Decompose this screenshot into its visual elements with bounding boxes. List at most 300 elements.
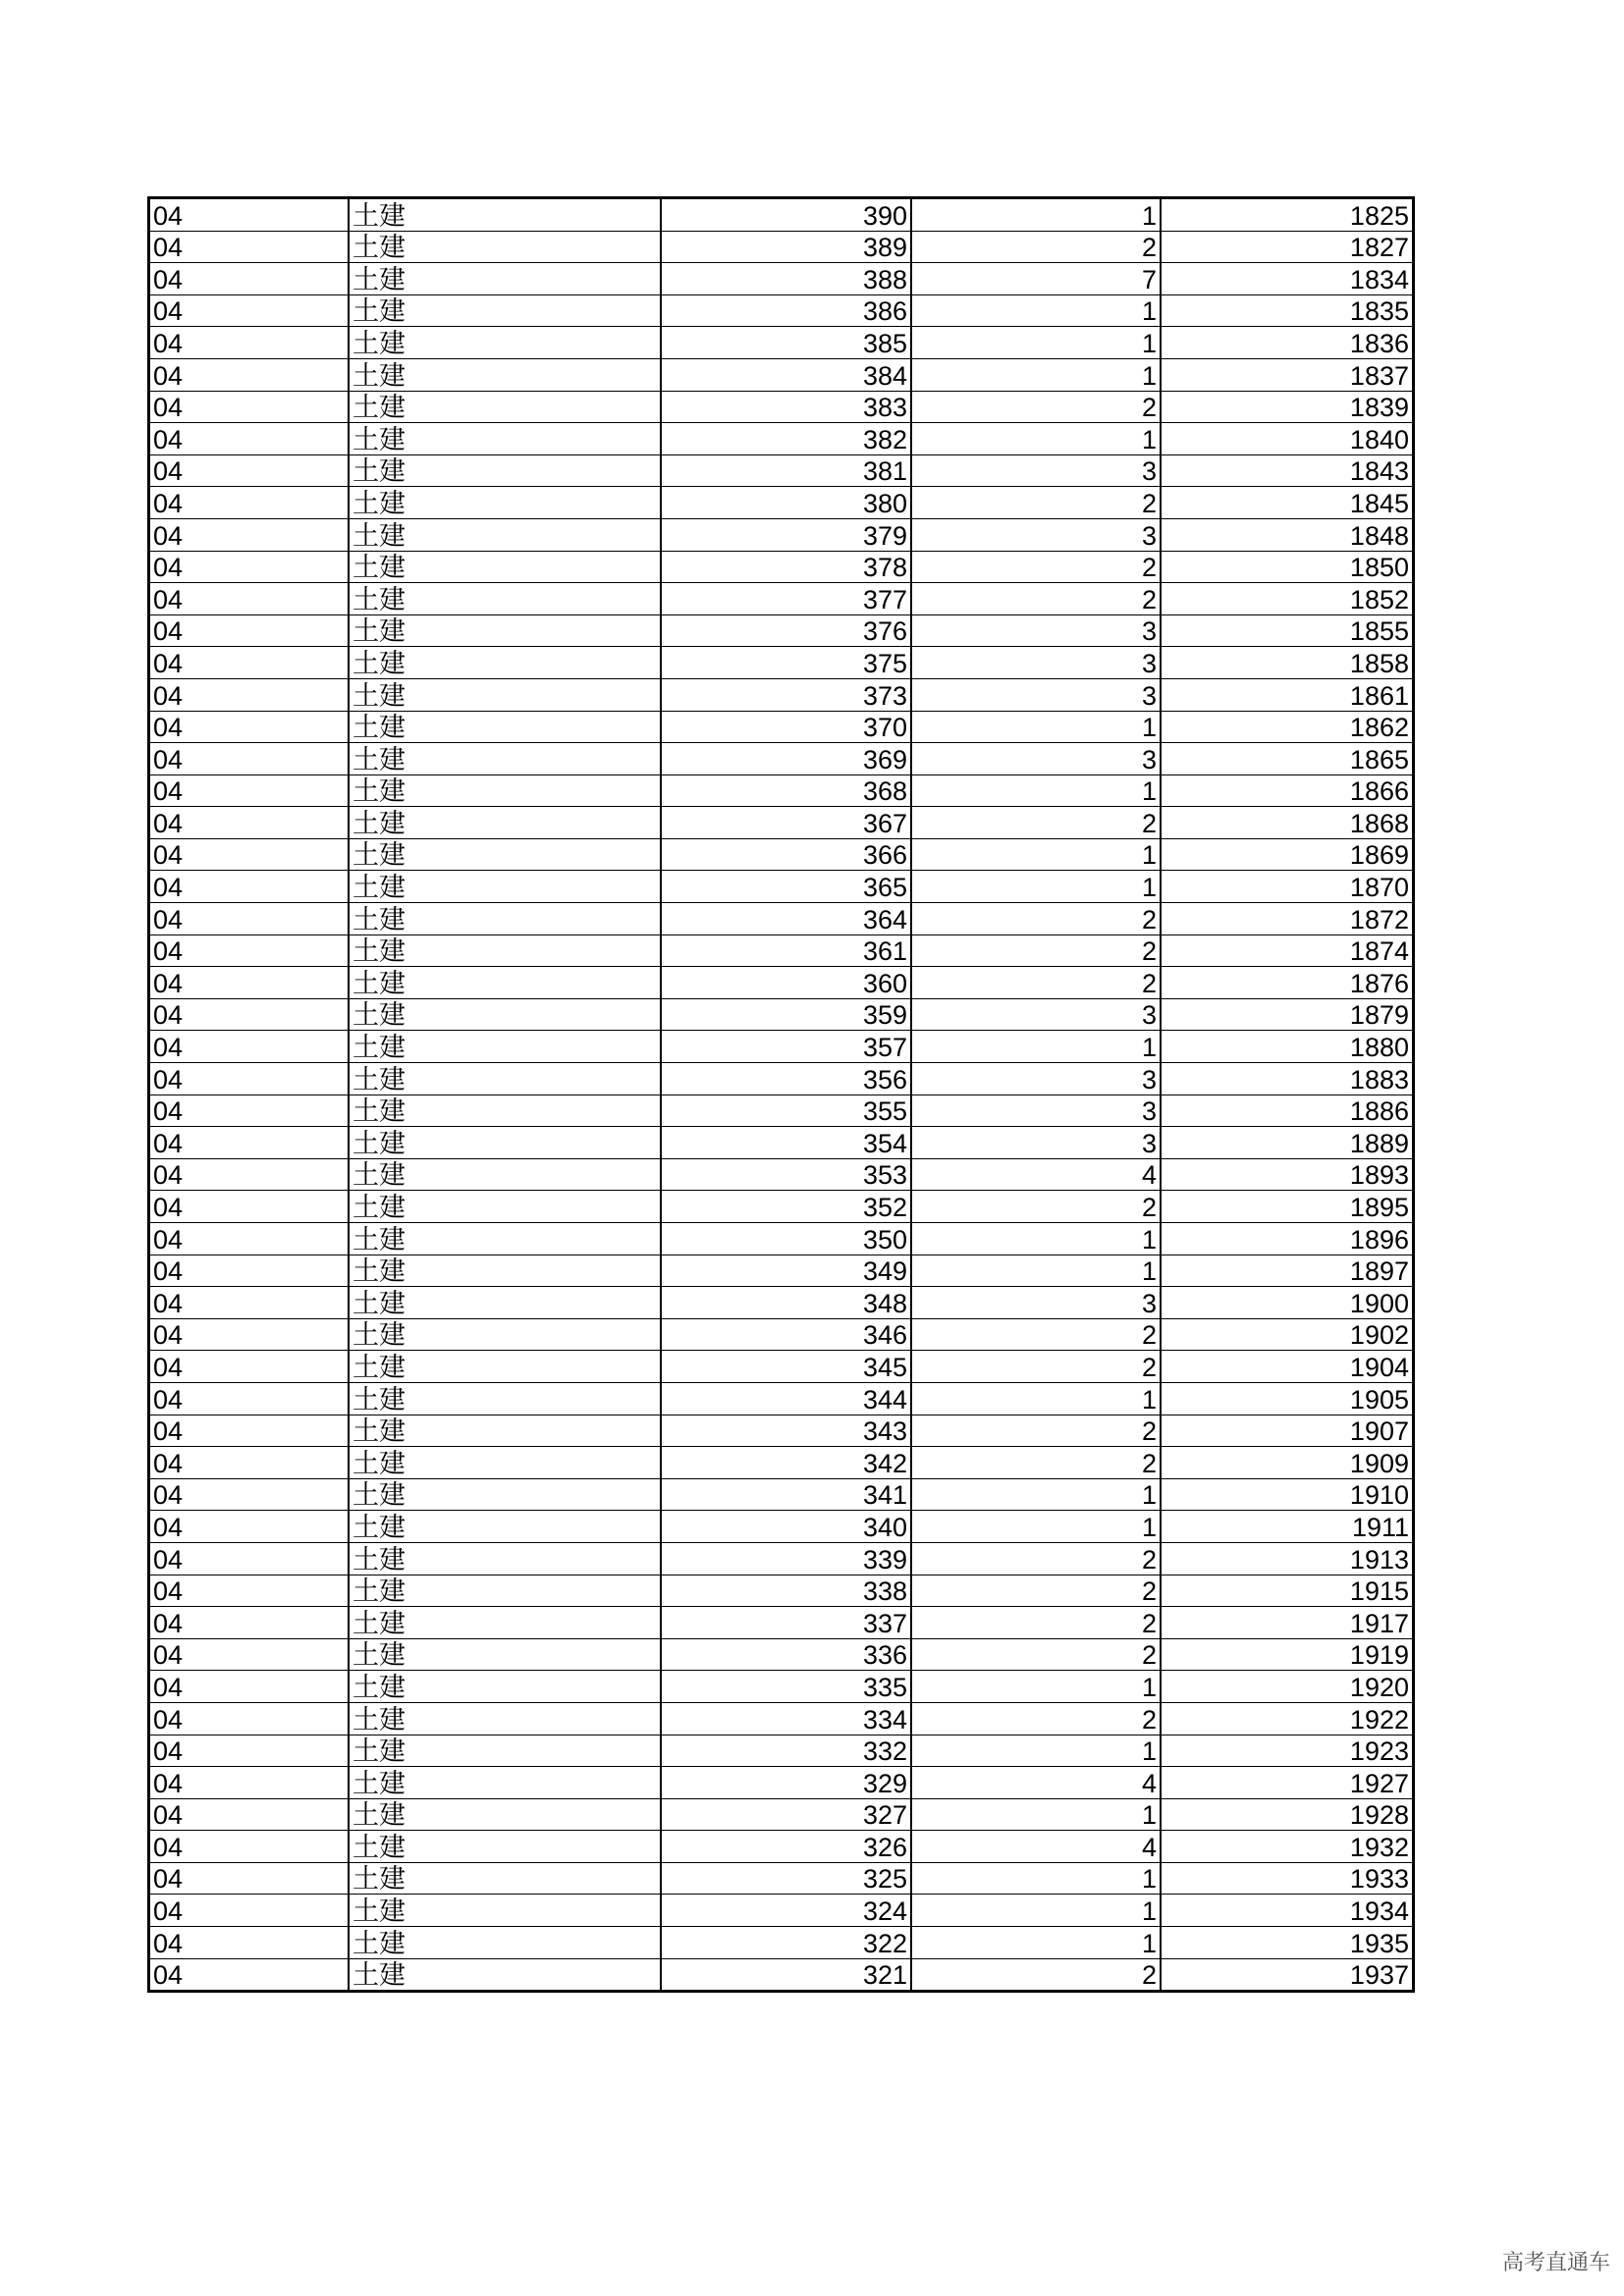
score-cell: 348 [661, 1287, 911, 1319]
count-cell: 1 [911, 1031, 1161, 1063]
score-cell: 352 [661, 1191, 911, 1223]
category-code-cell: 04 [149, 1158, 350, 1191]
score-cell: 364 [661, 903, 911, 935]
major-cell: 土建 [349, 807, 661, 839]
table-row [149, 1063, 1414, 1095]
count-cell: 1 [911, 1382, 1161, 1415]
category-code-cell: 04 [149, 1767, 350, 1799]
count-cell: 1 [911, 871, 1161, 903]
major-cell: 土建 [349, 518, 661, 551]
major-cell: 土建 [349, 1575, 661, 1607]
major-cell: 土建 [349, 294, 661, 327]
count-cell: 3 [911, 1063, 1161, 1095]
category-code-cell: 04 [149, 1702, 350, 1735]
major-cell: 土建 [349, 454, 661, 487]
count-cell: 2 [911, 1447, 1161, 1479]
score-cell: 376 [661, 614, 911, 647]
category-code-cell: 04 [149, 231, 350, 263]
count-cell: 2 [911, 391, 1161, 423]
score-cell: 321 [661, 1958, 911, 1992]
category-code-cell: 04 [149, 614, 350, 647]
cumulative-cell: 1850 [1161, 551, 1414, 583]
score-cell: 383 [661, 391, 911, 423]
cumulative-cell: 1920 [1161, 1671, 1414, 1703]
score-cell: 354 [661, 1127, 911, 1159]
cumulative-cell: 1848 [1161, 518, 1414, 551]
cumulative-cell: 1880 [1161, 1031, 1414, 1063]
score-cell: 384 [661, 358, 911, 391]
count-cell: 2 [911, 967, 1161, 999]
major-cell: 土建 [349, 1223, 661, 1255]
cumulative-cell: 1895 [1161, 1191, 1414, 1223]
count-cell: 1 [911, 1223, 1161, 1255]
major-cell: 土建 [349, 1927, 661, 1959]
score-cell: 353 [661, 1158, 911, 1191]
major-cell: 土建 [349, 487, 661, 519]
cumulative-cell: 1845 [1161, 487, 1414, 519]
score-cell: 373 [661, 678, 911, 711]
count-cell: 1 [911, 1735, 1161, 1767]
table-row [149, 1415, 1414, 1447]
table-row [149, 614, 1414, 647]
major-cell: 土建 [349, 678, 661, 711]
table-row [149, 263, 1414, 295]
score-cell: 357 [661, 1031, 911, 1063]
category-code-cell: 04 [149, 583, 350, 615]
category-code-cell: 04 [149, 518, 350, 551]
major-cell: 土建 [349, 1063, 661, 1095]
score-cell: 339 [661, 1542, 911, 1575]
major-cell: 土建 [349, 1191, 661, 1223]
table-body [149, 198, 1414, 1992]
table-row [149, 1255, 1414, 1287]
cumulative-cell: 1937 [1161, 1958, 1414, 1992]
count-cell: 3 [911, 743, 1161, 775]
category-code-cell: 04 [149, 1862, 350, 1895]
score-cell: 326 [661, 1831, 911, 1863]
count-cell: 1 [911, 1478, 1161, 1511]
count-cell: 2 [911, 1542, 1161, 1575]
cumulative-cell: 1855 [1161, 614, 1414, 647]
cumulative-cell: 1911 [1161, 1511, 1414, 1543]
count-cell: 1 [911, 1862, 1161, 1895]
category-code-cell: 04 [149, 1287, 350, 1319]
count-cell: 2 [911, 1607, 1161, 1639]
major-cell: 土建 [349, 198, 661, 232]
table-row [149, 423, 1414, 455]
score-table [147, 196, 1415, 1993]
table-row [149, 967, 1414, 999]
table-row [149, 231, 1414, 263]
score-cell: 325 [661, 1862, 911, 1895]
cumulative-cell: 1913 [1161, 1542, 1414, 1575]
table-row [149, 1191, 1414, 1223]
category-code-cell: 04 [149, 1927, 350, 1959]
major-cell: 土建 [349, 1798, 661, 1831]
cumulative-cell: 1865 [1161, 743, 1414, 775]
category-code-cell: 04 [149, 358, 350, 391]
cumulative-cell: 1872 [1161, 903, 1414, 935]
major-cell: 土建 [349, 871, 661, 903]
score-cell: 337 [661, 1607, 911, 1639]
table-row [149, 1287, 1414, 1319]
category-code-cell: 04 [149, 1638, 350, 1671]
cumulative-cell: 1928 [1161, 1798, 1414, 1831]
score-cell: 327 [661, 1798, 911, 1831]
score-cell: 349 [661, 1255, 911, 1287]
category-code-cell: 04 [149, 1511, 350, 1543]
major-cell: 土建 [349, 614, 661, 647]
category-code-cell: 04 [149, 1542, 350, 1575]
cumulative-cell: 1834 [1161, 263, 1414, 295]
table-row [149, 1798, 1414, 1831]
score-cell: 340 [661, 1511, 911, 1543]
count-cell: 4 [911, 1158, 1161, 1191]
score-cell: 375 [661, 647, 911, 679]
category-code-cell: 04 [149, 551, 350, 583]
score-cell: 322 [661, 1927, 911, 1959]
count-cell: 1 [911, 294, 1161, 327]
count-cell: 1 [911, 327, 1161, 359]
category-code-cell: 04 [149, 198, 350, 232]
cumulative-cell: 1897 [1161, 1255, 1414, 1287]
count-cell: 2 [911, 1351, 1161, 1383]
table-row [149, 454, 1414, 487]
count-cell: 1 [911, 711, 1161, 743]
cumulative-cell: 1910 [1161, 1478, 1414, 1511]
table-row [149, 1958, 1414, 1992]
score-cell: 361 [661, 934, 911, 967]
category-code-cell: 04 [149, 1318, 350, 1351]
count-cell: 2 [911, 1415, 1161, 1447]
major-cell: 土建 [349, 1607, 661, 1639]
score-cell: 365 [661, 871, 911, 903]
score-cell: 360 [661, 967, 911, 999]
category-code-cell: 04 [149, 711, 350, 743]
table-row [149, 647, 1414, 679]
cumulative-cell: 1909 [1161, 1447, 1414, 1479]
score-cell: 388 [661, 263, 911, 295]
cumulative-cell: 1935 [1161, 1927, 1414, 1959]
table-row [149, 294, 1414, 327]
table-row [149, 1031, 1414, 1063]
category-code-cell: 04 [149, 487, 350, 519]
major-cell: 土建 [349, 1415, 661, 1447]
major-cell: 土建 [349, 998, 661, 1031]
score-cell: 381 [661, 454, 911, 487]
major-cell: 土建 [349, 1542, 661, 1575]
category-code-cell: 04 [149, 807, 350, 839]
count-cell: 3 [911, 1287, 1161, 1319]
cumulative-cell: 1862 [1161, 711, 1414, 743]
category-code-cell: 04 [149, 1575, 350, 1607]
category-code-cell: 04 [149, 647, 350, 679]
count-cell: 1 [911, 1798, 1161, 1831]
score-cell: 356 [661, 1063, 911, 1095]
score-cell: 335 [661, 1671, 911, 1703]
cumulative-cell: 1904 [1161, 1351, 1414, 1383]
category-code-cell: 04 [149, 1351, 350, 1383]
cumulative-cell: 1852 [1161, 583, 1414, 615]
table-row [149, 391, 1414, 423]
cumulative-cell: 1869 [1161, 838, 1414, 871]
score-cell: 359 [661, 998, 911, 1031]
major-cell: 土建 [349, 1255, 661, 1287]
score-cell: 368 [661, 774, 911, 807]
cumulative-cell: 1927 [1161, 1767, 1414, 1799]
score-cell: 345 [661, 1351, 911, 1383]
table-row [149, 1542, 1414, 1575]
table-row [149, 1895, 1414, 1927]
major-cell: 土建 [349, 327, 661, 359]
major-cell: 土建 [349, 1958, 661, 1992]
cumulative-cell: 1837 [1161, 358, 1414, 391]
cumulative-cell: 1933 [1161, 1862, 1414, 1895]
score-cell: 382 [661, 423, 911, 455]
category-code-cell: 04 [149, 1255, 350, 1287]
score-cell: 334 [661, 1702, 911, 1735]
cumulative-cell: 1839 [1161, 391, 1414, 423]
table-row [149, 1511, 1414, 1543]
cumulative-cell: 1874 [1161, 934, 1414, 967]
table-row [149, 807, 1414, 839]
category-code-cell: 04 [149, 1127, 350, 1159]
table-row [149, 327, 1414, 359]
cumulative-cell: 1922 [1161, 1702, 1414, 1735]
table-row [149, 1638, 1414, 1671]
table-row [149, 903, 1414, 935]
table-row [149, 1095, 1414, 1127]
major-cell: 土建 [349, 423, 661, 455]
major-cell: 土建 [349, 231, 661, 263]
category-code-cell: 04 [149, 903, 350, 935]
score-cell: 379 [661, 518, 911, 551]
score-cell: 377 [661, 583, 911, 615]
cumulative-cell: 1934 [1161, 1895, 1414, 1927]
category-code-cell: 04 [149, 1415, 350, 1447]
count-cell: 3 [911, 647, 1161, 679]
major-cell: 土建 [349, 934, 661, 967]
category-code-cell: 04 [149, 1223, 350, 1255]
score-cell: 329 [661, 1767, 911, 1799]
count-cell: 4 [911, 1767, 1161, 1799]
major-cell: 土建 [349, 1382, 661, 1415]
count-cell: 2 [911, 1958, 1161, 1992]
table-row [149, 1767, 1414, 1799]
category-code-cell: 04 [149, 838, 350, 871]
cumulative-cell: 1915 [1161, 1575, 1414, 1607]
major-cell: 土建 [349, 743, 661, 775]
cumulative-cell: 1932 [1161, 1831, 1414, 1863]
table-row [149, 583, 1414, 615]
table-row [149, 871, 1414, 903]
cumulative-cell: 1861 [1161, 678, 1414, 711]
category-code-cell: 04 [149, 1671, 350, 1703]
count-cell: 3 [911, 1127, 1161, 1159]
major-cell: 土建 [349, 1831, 661, 1863]
cumulative-cell: 1840 [1161, 423, 1414, 455]
score-cell: 380 [661, 487, 911, 519]
category-code-cell: 04 [149, 1958, 350, 1992]
count-cell: 2 [911, 934, 1161, 967]
table-row [149, 678, 1414, 711]
major-cell: 土建 [349, 774, 661, 807]
table-row [149, 1447, 1414, 1479]
major-cell: 土建 [349, 1127, 661, 1159]
major-cell: 土建 [349, 1287, 661, 1319]
score-cell: 350 [661, 1223, 911, 1255]
count-cell: 1 [911, 774, 1161, 807]
score-cell: 369 [661, 743, 911, 775]
category-code-cell: 04 [149, 294, 350, 327]
count-cell: 4 [911, 1831, 1161, 1863]
major-cell: 土建 [349, 1895, 661, 1927]
score-cell: 343 [661, 1415, 911, 1447]
category-code-cell: 04 [149, 1382, 350, 1415]
cumulative-cell: 1870 [1161, 871, 1414, 903]
major-cell: 土建 [349, 1511, 661, 1543]
major-cell: 土建 [349, 1095, 661, 1127]
table-row [149, 934, 1414, 967]
count-cell: 1 [911, 1671, 1161, 1703]
cumulative-cell: 1868 [1161, 807, 1414, 839]
cumulative-cell: 1879 [1161, 998, 1414, 1031]
category-code-cell: 04 [149, 1191, 350, 1223]
table-row [149, 998, 1414, 1031]
cumulative-cell: 1917 [1161, 1607, 1414, 1639]
major-cell: 土建 [349, 838, 661, 871]
table-row [149, 838, 1414, 871]
table-row [149, 743, 1414, 775]
cumulative-cell: 1900 [1161, 1287, 1414, 1319]
score-cell: 341 [661, 1478, 911, 1511]
table-row [149, 1927, 1414, 1959]
cumulative-cell: 1896 [1161, 1223, 1414, 1255]
table-row [149, 518, 1414, 551]
category-code-cell: 04 [149, 1478, 350, 1511]
major-cell: 土建 [349, 1447, 661, 1479]
count-cell: 3 [911, 998, 1161, 1031]
table-row [149, 1223, 1414, 1255]
category-code-cell: 04 [149, 774, 350, 807]
table-row [149, 1382, 1414, 1415]
count-cell: 7 [911, 263, 1161, 295]
score-cell: 389 [661, 231, 911, 263]
table-row [149, 774, 1414, 807]
cumulative-cell: 1883 [1161, 1063, 1414, 1095]
count-cell: 2 [911, 487, 1161, 519]
major-cell: 土建 [349, 1862, 661, 1895]
score-cell: 386 [661, 294, 911, 327]
score-cell: 332 [661, 1735, 911, 1767]
table-row [149, 1702, 1414, 1735]
table-row [149, 1127, 1414, 1159]
category-code-cell: 04 [149, 1447, 350, 1479]
category-code-cell: 04 [149, 871, 350, 903]
table-row [149, 1158, 1414, 1191]
score-cell: 390 [661, 198, 911, 232]
category-code-cell: 04 [149, 327, 350, 359]
category-code-cell: 04 [149, 1095, 350, 1127]
cumulative-cell: 1905 [1161, 1382, 1414, 1415]
category-code-cell: 04 [149, 1831, 350, 1863]
count-cell: 2 [911, 1638, 1161, 1671]
category-code-cell: 04 [149, 934, 350, 967]
major-cell: 土建 [349, 1638, 661, 1671]
count-cell: 1 [911, 1511, 1161, 1543]
table-row [149, 1575, 1414, 1607]
category-code-cell: 04 [149, 454, 350, 487]
cumulative-cell: 1919 [1161, 1638, 1414, 1671]
count-cell: 1 [911, 838, 1161, 871]
score-cell: 370 [661, 711, 911, 743]
category-code-cell: 04 [149, 1607, 350, 1639]
major-cell: 土建 [349, 1671, 661, 1703]
category-code-cell: 04 [149, 423, 350, 455]
table-row [149, 551, 1414, 583]
category-code-cell: 04 [149, 391, 350, 423]
cumulative-cell: 1866 [1161, 774, 1414, 807]
table-row [149, 1862, 1414, 1895]
score-cell: 385 [661, 327, 911, 359]
count-cell: 1 [911, 1927, 1161, 1959]
count-cell: 1 [911, 1255, 1161, 1287]
category-code-cell: 04 [149, 998, 350, 1031]
table-row [149, 1478, 1414, 1511]
major-cell: 土建 [349, 1351, 661, 1383]
score-cell: 336 [661, 1638, 911, 1671]
table-row [149, 1351, 1414, 1383]
category-code-cell: 04 [149, 967, 350, 999]
count-cell: 2 [911, 1702, 1161, 1735]
table-row [149, 1671, 1414, 1703]
cumulative-cell: 1889 [1161, 1127, 1414, 1159]
major-cell: 土建 [349, 1478, 661, 1511]
count-cell: 2 [911, 231, 1161, 263]
score-cell: 338 [661, 1575, 911, 1607]
count-cell: 1 [911, 423, 1161, 455]
cumulative-cell: 1923 [1161, 1735, 1414, 1767]
category-code-cell: 04 [149, 1031, 350, 1063]
table-row [149, 1318, 1414, 1351]
count-cell: 2 [911, 1575, 1161, 1607]
major-cell: 土建 [349, 1767, 661, 1799]
major-cell: 土建 [349, 391, 661, 423]
count-cell: 2 [911, 551, 1161, 583]
cumulative-cell: 1825 [1161, 198, 1414, 232]
major-cell: 土建 [349, 647, 661, 679]
table-row [149, 1735, 1414, 1767]
count-cell: 3 [911, 454, 1161, 487]
cumulative-cell: 1836 [1161, 327, 1414, 359]
major-cell: 土建 [349, 551, 661, 583]
major-cell: 土建 [349, 711, 661, 743]
major-cell: 土建 [349, 1702, 661, 1735]
cumulative-cell: 1876 [1161, 967, 1414, 999]
watermark-text: 高考直通车 [1501, 2251, 1610, 2275]
score-cell: 346 [661, 1318, 911, 1351]
table-row [149, 1831, 1414, 1863]
cumulative-cell: 1886 [1161, 1095, 1414, 1127]
major-cell: 土建 [349, 583, 661, 615]
score-cell: 324 [661, 1895, 911, 1927]
cumulative-cell: 1835 [1161, 294, 1414, 327]
category-code-cell: 04 [149, 1895, 350, 1927]
table-row [149, 487, 1414, 519]
table-row [149, 198, 1414, 232]
major-cell: 土建 [349, 903, 661, 935]
score-cell: 342 [661, 1447, 911, 1479]
